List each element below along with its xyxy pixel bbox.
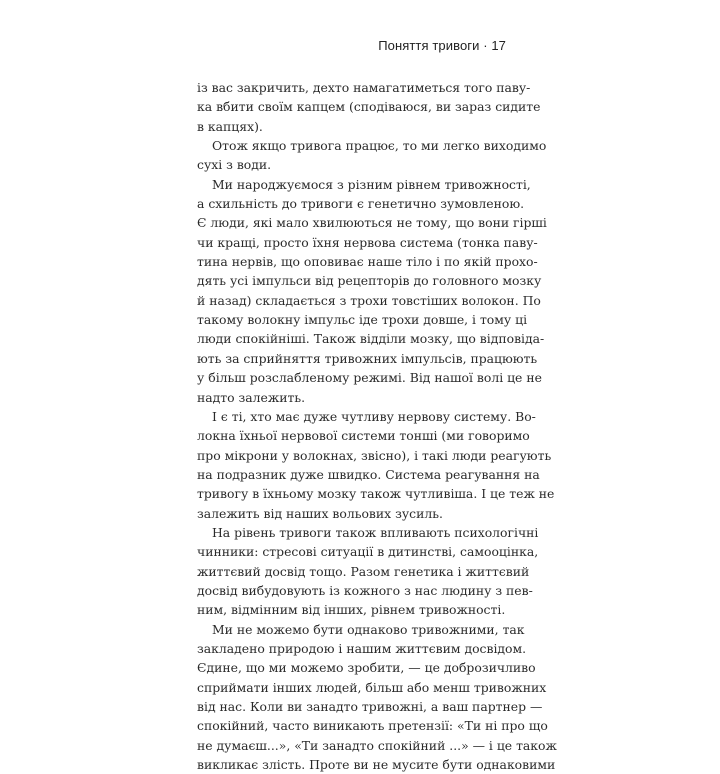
text-line: сприймати інших людей, більш або менш тривожних <box>197 679 547 695</box>
text-line: життєвий досвід тощо. Разом генетика і життєвий <box>197 563 530 579</box>
text-line: досвід вибудовують із кожного з нас людину з пев- <box>197 582 533 598</box>
running-head: Поняття тривоги · 17 <box>378 38 506 53</box>
paragraph <box>197 523 539 620</box>
text-line: тина нервів, що оповиває наше тіло і по якій прохо- <box>197 254 538 270</box>
text-line: ка вбити своїм капцем (сподіваюся, ви зараз сидите <box>197 99 541 115</box>
text-line: на подразник дуже швидко. Система реагування на <box>197 466 540 482</box>
text-line: ним, відмінним від інших, рівнем тривожності. <box>197 602 506 618</box>
text-line: тривогу в їхньому мозку також чутливіша. І це теж не <box>197 486 555 502</box>
text-line: чинники: стресові ситуації в дитинстві, самооцінка, <box>197 544 539 560</box>
text-line: про мікрони у волокнах, звісно), і такі люди реагують <box>197 447 552 463</box>
text-line: локна їхньої нервової системи тонші (ми говоримо <box>197 428 530 444</box>
text-line: І є ті, хто має дуже чутливу нервову систему. Во- <box>212 408 536 424</box>
paragraph <box>197 620 557 774</box>
text-line: у більш розслабленому режимі. Від нашої волі це не <box>197 370 542 386</box>
text-line: ють за сприйняття тривожних імпульсів, працюють <box>197 350 538 366</box>
text-line: Ми не можемо бути однаково тривожними, так <box>212 621 525 637</box>
paragraph <box>197 175 547 407</box>
text-line: від нас. Коли ви занадто тривожні, а ваш партнер — <box>197 699 543 714</box>
text-line: Ми народжуємося з різним рівнем тривожності, <box>212 176 531 192</box>
paragraph <box>197 136 547 175</box>
text-line: Єдине, що ми можемо зробити, — це доброзичливо <box>197 660 536 676</box>
text-line: На рівень тривоги також впливають психологічні <box>212 524 539 540</box>
text-line: в капцях). <box>197 118 263 134</box>
text-line: чи кращі, просто їхня нервова система (тонка паву- <box>197 234 538 250</box>
paragraph <box>197 78 541 136</box>
text-line: дять усі імпульси від рецепторів до головного мозку <box>197 273 542 289</box>
text-line: викликає злість. Проте ви не мусите бути однаковими <box>197 757 556 773</box>
text-line: надто залежить. <box>197 389 306 405</box>
text-line: Є люди, які мало хвилюються не тому, що вони гірші <box>197 215 547 231</box>
text-line: а схильність до тривоги є генетично зумовленою. <box>197 196 525 212</box>
text-line: із вас закричить, дехто намагатиметься того паву- <box>197 80 531 95</box>
text-line: Отож якщо тривога працює, то ми легко виходимо <box>212 138 547 154</box>
text-line: спокійний, часто виникають претензії: «Ти ні про що <box>197 718 548 734</box>
text-line: залежить від наших вольових зусиль. <box>197 505 443 521</box>
text-line: такому волокну імпульс іде трохи довше, і тому ці <box>197 312 528 328</box>
text-line: закладено природою і нашим життєвим досвідом. <box>197 640 527 656</box>
text-line: люди спокійніші. Також відділи мозку, що відповіда- <box>197 331 545 347</box>
text-line: не думаєш...», «Ти занадто спокійний ...» — і це також <box>197 737 557 753</box>
text-line: й назад) складається з трохи товстіших волокон. По <box>197 292 541 308</box>
body-text <box>197 78 557 774</box>
paragraph <box>197 407 555 523</box>
text-line: сухі з води. <box>197 157 272 173</box>
